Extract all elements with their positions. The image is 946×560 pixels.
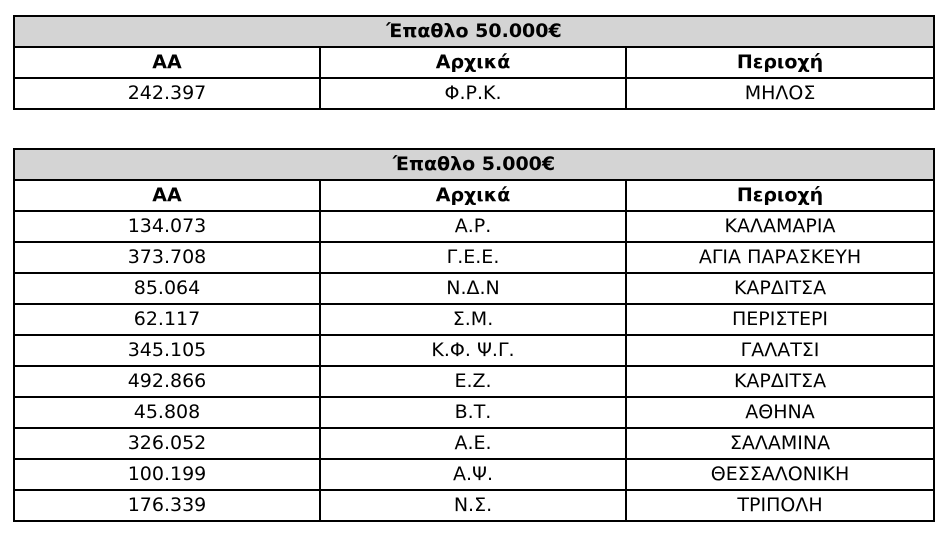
table-title: Έπαθλο 50.000€ bbox=[14, 16, 934, 47]
table-row bbox=[14, 366, 934, 397]
table-row bbox=[14, 459, 934, 490]
table-row bbox=[14, 304, 934, 335]
column-header-region: Περιοχή bbox=[626, 180, 934, 211]
table-title-row bbox=[14, 149, 934, 180]
cell-initials: Γ.Ε.Ε. bbox=[320, 242, 626, 273]
cell-initials: Σ.Μ. bbox=[320, 304, 626, 335]
table-row bbox=[14, 242, 934, 273]
cell-initials: Α.Ρ. bbox=[320, 211, 626, 242]
table-row bbox=[14, 428, 934, 459]
cell-initials: Κ.Φ. Ψ.Γ. bbox=[320, 335, 626, 366]
table-row bbox=[14, 273, 934, 304]
cell-initials: Α.Ε. bbox=[320, 428, 626, 459]
cell-initials: Ε.Ζ. bbox=[320, 366, 626, 397]
cell-initials: Β.Τ. bbox=[320, 397, 626, 428]
cell-initials: Ν.Δ.Ν bbox=[320, 273, 626, 304]
cell-region: ΘΕΣΣΑΛΟΝΙΚΗ bbox=[626, 459, 934, 490]
table-row bbox=[14, 397, 934, 428]
table-row bbox=[14, 78, 934, 109]
column-header-initials: Αρχικά bbox=[320, 47, 626, 78]
table-title-row bbox=[14, 16, 934, 47]
column-header-aa: ΑΑ bbox=[14, 180, 320, 211]
table-row bbox=[14, 490, 934, 521]
cell-aa: 85.064 bbox=[14, 273, 320, 304]
column-header-initials: Αρχικά bbox=[320, 180, 626, 211]
cell-region: ΤΡΙΠΟΛΗ bbox=[626, 490, 934, 521]
cell-region: ΠΕΡΙΣΤΕΡΙ bbox=[626, 304, 934, 335]
cell-region: ΚΑΛΑΜΑΡΙΑ bbox=[626, 211, 934, 242]
table-header-row bbox=[14, 47, 934, 78]
cell-aa: 100.199 bbox=[14, 459, 320, 490]
cell-aa: 492.866 bbox=[14, 366, 320, 397]
table-row bbox=[14, 335, 934, 366]
cell-aa: 373.708 bbox=[14, 242, 320, 273]
cell-region: ΚΑΡΔΙΤΣΑ bbox=[626, 366, 934, 397]
cell-initials: Φ.Ρ.Κ. bbox=[320, 78, 626, 109]
cell-aa: 345.105 bbox=[14, 335, 320, 366]
cell-initials: Α.Ψ. bbox=[320, 459, 626, 490]
cell-region: ΓΑΛΑΤΣΙ bbox=[626, 335, 934, 366]
cell-region: ΜΗΛΟΣ bbox=[626, 78, 934, 109]
prize-table-5000 bbox=[13, 148, 935, 522]
prize-table-50000 bbox=[13, 15, 935, 110]
column-header-aa: ΑΑ bbox=[14, 47, 320, 78]
column-header-region: Περιοχή bbox=[626, 47, 934, 78]
cell-region: ΣΑΛΑΜΙΝΑ bbox=[626, 428, 934, 459]
cell-aa: 326.052 bbox=[14, 428, 320, 459]
cell-aa: 242.397 bbox=[14, 78, 320, 109]
cell-aa: 62.117 bbox=[14, 304, 320, 335]
cell-aa: 45.808 bbox=[14, 397, 320, 428]
table-row bbox=[14, 211, 934, 242]
cell-region: ΑΘΗΝΑ bbox=[626, 397, 934, 428]
cell-region: ΚΑΡΔΙΤΣΑ bbox=[626, 273, 934, 304]
cell-region: ΑΓΙΑ ΠΑΡΑΣΚΕΥΗ bbox=[626, 242, 934, 273]
cell-aa: 134.073 bbox=[14, 211, 320, 242]
table-title: Έπαθλο 5.000€ bbox=[14, 149, 934, 180]
table-header-row bbox=[14, 180, 934, 211]
cell-aa: 176.339 bbox=[14, 490, 320, 521]
cell-initials: Ν.Σ. bbox=[320, 490, 626, 521]
